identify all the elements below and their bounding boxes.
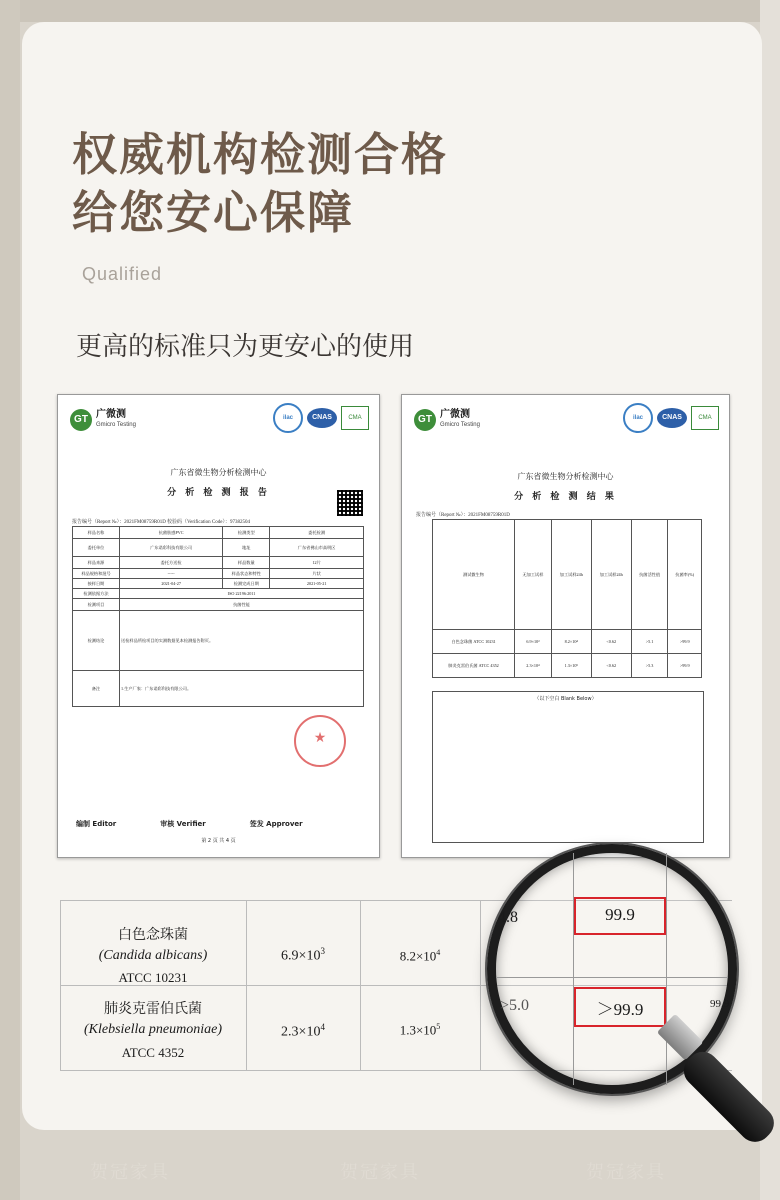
table-header-cell: 加工试样24h xyxy=(591,520,631,630)
report-number: 报告编号（Report №）：2021FM08759R01D 校验码（Verification Code）：97382504 xyxy=(72,520,250,525)
signer-approver: 签发 Approver xyxy=(249,820,303,828)
table-cell: >5.1 xyxy=(631,630,668,654)
report-title: 分 析 检 测 报 告 xyxy=(167,488,270,498)
table-row xyxy=(73,527,364,539)
table-cell: 送检样品所检项目的实测数据见本检测报告附页。 xyxy=(120,611,364,671)
table-line xyxy=(666,853,667,1085)
table-cell: 委托检测 xyxy=(270,527,364,539)
table-cell: 检测依据方法 xyxy=(73,589,120,599)
brand-logo xyxy=(70,409,136,431)
treated-count: $8.2\times 10^4$ xyxy=(399,948,441,964)
top-decoration xyxy=(0,0,780,22)
organism-strain: ATCC 10231 xyxy=(118,970,188,985)
table-cell: 12片 xyxy=(270,557,364,569)
table-cell: 检测项目 xyxy=(73,599,120,611)
activity-value: >5.0 xyxy=(500,997,530,1014)
organism-name-cn: 白色念珠菌 xyxy=(118,928,188,943)
table-cell: 检测完成日期 xyxy=(223,579,270,589)
treated-count: $1.3\times 10^5$ xyxy=(399,1022,441,1038)
table-line xyxy=(360,900,361,1070)
brand-name-en: Gmicro Testing xyxy=(440,422,480,428)
table-cell: 样品状态和特性 xyxy=(223,569,270,579)
table-row xyxy=(73,579,364,589)
signer-row xyxy=(76,819,303,829)
table-header-cell: 加工试样24h xyxy=(551,520,591,630)
table-cell: 6.9×10³ xyxy=(515,630,552,654)
table-header-cell: 抗菌活性值 xyxy=(631,520,668,630)
table-cell: 1.3×10⁵ xyxy=(551,654,591,678)
blank-below-note: （以下空白 Blank Below） xyxy=(534,696,597,702)
organism-name-cn: 肺炎克雷伯氏菌 xyxy=(104,1002,202,1017)
table-row xyxy=(433,654,702,678)
brand-name-en: Gmicro Testing xyxy=(96,422,136,428)
table-line xyxy=(496,977,728,978)
table-cell: 检测结论 xyxy=(73,611,120,671)
table-cell: 检测类型 xyxy=(223,527,270,539)
result-table xyxy=(432,519,702,678)
subtitle: 更高的标准只为更安心的使用 xyxy=(76,332,415,362)
table-cell: 肺炎克雷伯氏菌 ATCC 4352 xyxy=(433,654,515,678)
table-cell: ISO 22196:2011 xyxy=(120,589,364,599)
center-name: 广东省微生物分析检测中心 xyxy=(517,472,614,481)
table-cell: 抗菌性能 xyxy=(120,599,364,611)
table-cell: 委托方送检 xyxy=(120,557,223,569)
table-cell: <0.62 xyxy=(591,654,631,678)
table-cell: 2021-04-27 xyxy=(120,579,223,589)
organism-strain: ATCC 4352 xyxy=(121,1045,185,1060)
watermark: 贺冠家具 xyxy=(340,1162,420,1183)
cma-icon: CMA xyxy=(691,406,719,430)
brand-name-cn: 广微测 xyxy=(96,409,126,420)
table-row xyxy=(73,611,364,671)
table-header-cell: 无加工试样 xyxy=(515,520,552,630)
table-cell: <0.62 xyxy=(591,630,631,654)
background-left xyxy=(0,0,20,1200)
center-name: 广东省微生物分析检测中心 xyxy=(170,468,267,477)
table-cell: 样品规格和批号 xyxy=(73,569,120,579)
table-row xyxy=(73,539,364,557)
table-cell: 接样日期 xyxy=(73,579,120,589)
official-seal-icon: ★ xyxy=(294,715,346,767)
table-header-cell: 测试微生物 xyxy=(433,520,515,630)
table-header-cell: 抗菌率(%) xyxy=(668,520,702,630)
table-cell: 8.2×10⁴ xyxy=(551,630,591,654)
watermark: 贺冠家具 xyxy=(90,1162,170,1183)
table-cell: 白色念珠菌 ATCC 10231 xyxy=(433,630,515,654)
gt-logo-icon: GT xyxy=(70,409,92,431)
certification-logos xyxy=(273,403,369,433)
untreated-count: $6.9\times 10^3$ xyxy=(281,946,325,964)
headline-line1: 权威机构检测合格 xyxy=(72,128,449,181)
table-cell: 2021-05-21 xyxy=(270,579,364,589)
table-cell: 样品数量 xyxy=(223,557,270,569)
cnas-icon: CNAS xyxy=(657,408,687,428)
report-number: 报告编号（Report №）：2021FM08759R01D xyxy=(416,513,510,518)
untreated-count: $2.3\times 10^4$ xyxy=(281,1022,325,1040)
table-cell: >99.9 xyxy=(668,654,702,678)
test-result-page xyxy=(401,394,730,858)
table-cell: 抗菌肤感PVC xyxy=(120,527,223,539)
table-cell: 片状 xyxy=(270,569,364,579)
table-line xyxy=(573,853,574,1085)
organism-name-latin: (Klebsiella pneumoniae) xyxy=(83,1022,223,1037)
brand-name-cn: 广微测 xyxy=(440,409,470,420)
table-cell: ----- xyxy=(120,569,223,579)
table-row xyxy=(73,589,364,599)
table-line xyxy=(480,900,481,1070)
table-row xyxy=(73,557,364,569)
blank-area xyxy=(432,691,704,843)
watermark: 贺冠家具 xyxy=(586,1162,666,1183)
certification-logos xyxy=(623,403,719,433)
table-row xyxy=(73,569,364,579)
table-line xyxy=(246,900,247,1070)
table-cell: >5.3 xyxy=(631,654,668,678)
signer-editor: 编制 Editor xyxy=(76,820,117,828)
rate-value: 99.9 xyxy=(605,905,635,924)
headline-line2: 给您安心保障 xyxy=(72,186,355,239)
table-cell: 地址 xyxy=(223,539,270,557)
rate-value-overflow: 99.9 xyxy=(710,998,730,1010)
table-row xyxy=(73,671,364,707)
table-cell: >99.9 xyxy=(668,630,702,654)
qualified-label: Qualified xyxy=(82,264,163,284)
activity-value: 4.8 xyxy=(498,909,518,926)
signer-verifier: 审核 Verifier xyxy=(160,820,206,828)
table-cell: 1.生产厂家：广东诺彩科技有限公司。 xyxy=(120,671,364,707)
table-cell: 2.3×10⁴ xyxy=(515,654,552,678)
organism-name-latin: (Candida albicans) xyxy=(98,948,208,963)
table-cell: 备注 xyxy=(73,671,120,707)
table-cell: 委托单位 xyxy=(73,539,120,557)
table-header-row xyxy=(433,520,702,630)
brand-logo xyxy=(414,409,480,431)
ilac-mra-icon: ilac xyxy=(273,403,303,433)
qr-code-icon xyxy=(337,490,363,516)
table-row xyxy=(433,630,702,654)
cma-icon: CMA xyxy=(341,406,369,430)
content-card xyxy=(22,22,762,1130)
background-right xyxy=(760,0,780,1200)
table-cell: 广东诺彩科技有限公司 xyxy=(120,539,223,557)
table-row xyxy=(73,599,364,611)
headline xyxy=(72,126,448,242)
page-number: 第 2 页 共 4 页 xyxy=(201,838,236,844)
report-info-table xyxy=(72,526,364,707)
table-cell: 广东省佛山市高明区 xyxy=(270,539,364,557)
cnas-icon: CNAS xyxy=(307,408,337,428)
ilac-mra-icon: ilac xyxy=(623,403,653,433)
result-title: 分 析 检 测 结 果 xyxy=(514,492,617,502)
gt-logo-icon: GT xyxy=(414,409,436,431)
test-report-page xyxy=(57,394,380,858)
table-cell: 样品来源 xyxy=(73,557,120,569)
table-cell: 样品名称 xyxy=(73,527,120,539)
rate-value: ＞99.9 xyxy=(596,1000,644,1019)
